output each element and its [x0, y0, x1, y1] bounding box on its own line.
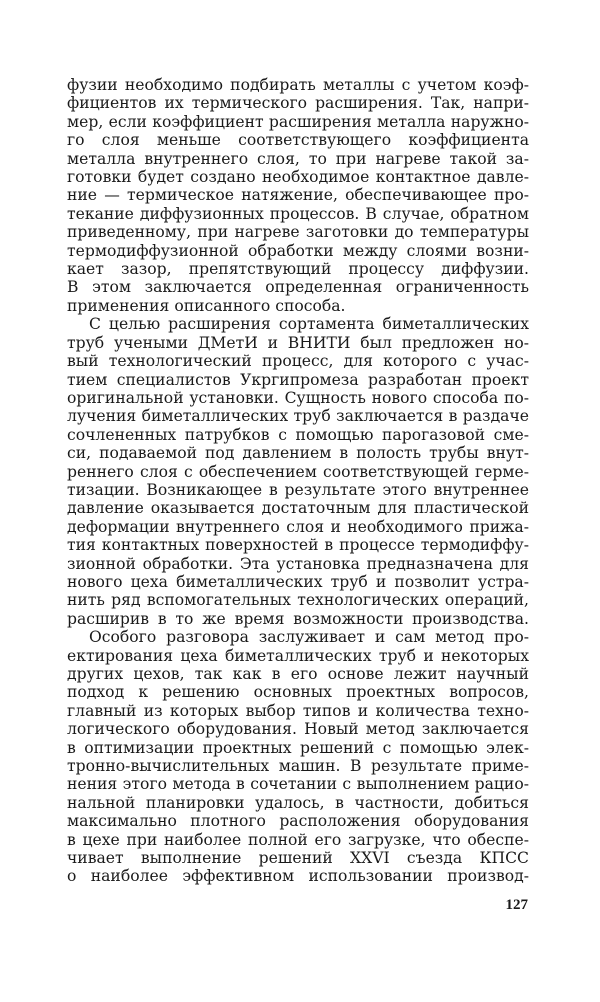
text-line: подход к решению основных проектных вопросов,	[67, 683, 529, 702]
text-line: давление оказывается достаточным для пластической	[67, 499, 529, 518]
text-line: главный из которых выбор типов и количества техно-	[67, 701, 529, 720]
text-line: Особого разговора заслуживает и сам метод про-	[89, 628, 529, 647]
text-line: ние — термическое натяжение, обеспечивающее про-	[67, 186, 529, 205]
text-line: тизации. Возникающее в результате этого внутреннее	[67, 480, 529, 499]
text-line: фициентов их термического расширения. Так, напри-	[67, 94, 529, 113]
text-line: зионной обработки. Эта установка предназначена для	[67, 554, 529, 573]
text-line: вый технологический процесс, для которого с учас-	[67, 352, 529, 371]
text-line: фузии необходимо подбирать металлы с учетом коэф-	[67, 76, 529, 94]
text-line: С целью расширения сортамента биметаллических	[89, 315, 529, 334]
page-number: 127	[505, 897, 528, 913]
text-line: кает зазор, препятствующий процессу диффузии.	[67, 260, 529, 279]
text-line: тия контактных поверхностей в процессе термодиффу-	[67, 536, 529, 555]
text-line: нения этого метода в сочетании с выполнением рацио-	[67, 775, 529, 794]
text-line: реннего слоя с обеспечением соответствующей герме-	[67, 462, 529, 481]
paragraph-2	[67, 315, 529, 628]
text-line: применения описанного способа.	[67, 296, 346, 315]
text-line: нальной планировки удалось, в частности, добиться	[67, 793, 529, 812]
text-line: сочлененных патрубков с помощью парогазовой сме-	[67, 425, 529, 444]
paragraph-1	[67, 76, 529, 315]
text-line: металла внутреннего слоя, то при нагреве такой за-	[67, 149, 529, 168]
text-line: о наиболее эффективном использовании производ-	[67, 867, 529, 886]
text-line: ектирования цеха биметаллических труб и некоторых	[67, 646, 529, 665]
text-line: в цехе при наиболее полной его загрузке, что обеспе-	[67, 830, 529, 849]
text-line: в оптимизации проектных решений с помощью элек-	[67, 738, 529, 757]
body-text	[67, 76, 529, 886]
text-line: логического оборудования. Новый метод заключается	[67, 720, 529, 739]
text-line: чивает выполнение решений XXVI съезда КПСС	[67, 849, 529, 868]
text-line: оригинальной установки. Сущность нового способа по-	[67, 388, 529, 407]
text-line: деформации внутреннего слоя и необходимого прижа-	[67, 517, 529, 536]
text-line: других цехов, так как в его основе лежит научный	[67, 665, 529, 683]
text-line: тием специалистов Укргипромеза разработан проект	[67, 370, 529, 389]
text-line: текание диффузионных процессов. В случае, обратном	[67, 204, 529, 223]
text-line: нить ряд вспомогательных технологических операций,	[67, 591, 529, 610]
text-line: В этом заключается определенная ограниченность	[67, 278, 529, 297]
text-line: расширив в то же время возможности производства.	[67, 609, 529, 628]
text-line: мер, если коэффициент расширения металла наружно-	[67, 112, 529, 131]
text-line: го слоя меньше соответствующего коэффициента	[67, 131, 529, 150]
text-line: максимально плотного расположения оборудования	[67, 812, 529, 831]
text-line: готовки будет создано необходимое контактное давле-	[67, 168, 529, 187]
text-line: тронно-вычислительных машин. В результате приме-	[67, 757, 529, 776]
text-line: термодиффузионной обработки между слоями возни-	[67, 241, 529, 260]
text-line: приведенному, при нагреве заготовки до температуры	[67, 223, 529, 242]
text-line: лучения биметаллических труб заключается в раздаче	[67, 407, 529, 426]
text-line: си, подаваемой под давлением в полость трубы внут-	[67, 444, 529, 463]
paragraph-3	[67, 628, 529, 886]
text-line: нового цеха биметаллических труб и позволит устра-	[67, 572, 529, 591]
text-line: труб учеными ДМетИ и ВНИТИ был предложен но-	[67, 333, 529, 352]
